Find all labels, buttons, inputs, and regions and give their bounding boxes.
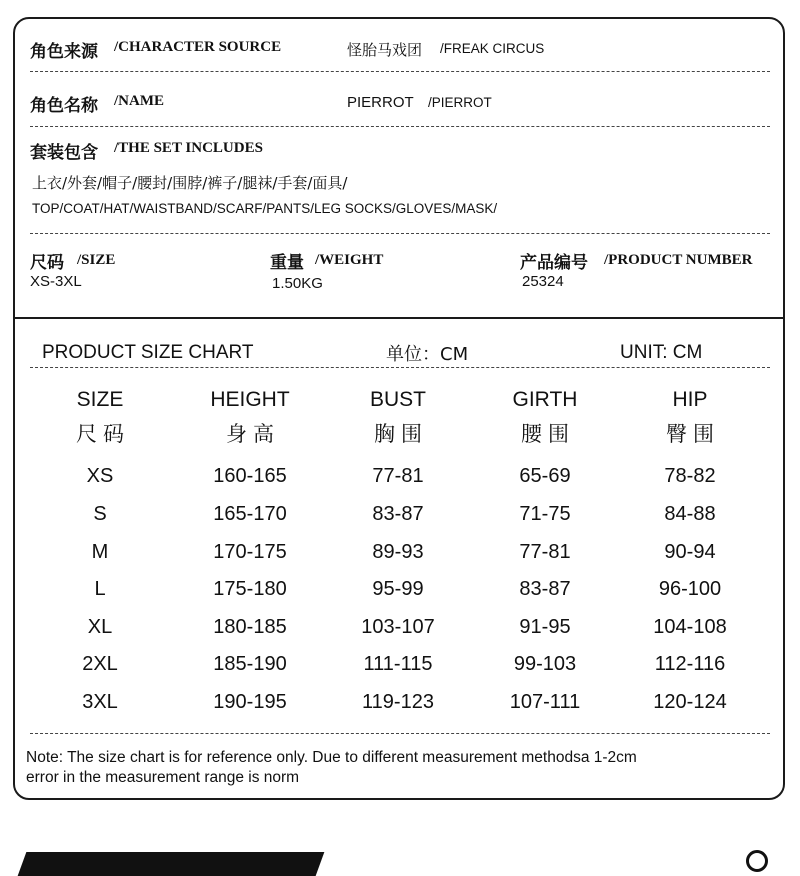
table-cell: 112-116: [654, 653, 726, 675]
set-items-cn: 上衣/外套/帽子/腰封/围脖/裤子/腿袜/手套/面具/: [32, 174, 348, 192]
column-header-cn: 胸围: [374, 422, 428, 446]
table-cell: 71-75: [519, 503, 571, 525]
next-section-banner: [0, 848, 800, 864]
size-value: XS-3XL: [30, 273, 82, 290]
table-row-size: 3XL: [82, 691, 118, 713]
table-cell: 83-87: [372, 503, 424, 525]
unit-en: UNIT: CM: [620, 342, 703, 363]
table-cell: 77-81: [372, 465, 424, 487]
table-cell: 65-69: [519, 465, 571, 487]
product-value: 25324: [522, 273, 564, 290]
table-cell: 103-107: [361, 616, 435, 638]
divider: [30, 126, 770, 127]
column-header-cn: 身高: [226, 422, 280, 446]
table-row-size: M: [91, 541, 109, 563]
divider: [30, 367, 770, 368]
name-value: PIERROT: [347, 94, 414, 111]
column-header-en: GIRTH: [512, 388, 578, 411]
name-label-cn: 角色名称: [30, 96, 98, 116]
set-label-en: /THE SET INCLUDES: [114, 140, 263, 156]
chart-title: PRODUCT SIZE CHART: [42, 342, 254, 363]
source-value-cn: 怪胎马戏团: [347, 41, 423, 59]
column-header-cn: 腰围: [521, 422, 575, 446]
table-cell: 77-81: [519, 541, 571, 563]
table-cell: 190-195: [213, 691, 287, 713]
name-value-alt: /PIERROT: [428, 95, 492, 110]
source-label-cn: 角色来源: [30, 42, 98, 62]
set-items-en: TOP/COAT/HAT/WAISTBAND/SCARF/PANTS/LEG SOCKS/GLOVES/MASK/: [32, 201, 498, 216]
table-cell: 120-124: [653, 691, 727, 713]
circle-icon: [746, 850, 768, 872]
product-label-en: /PRODUCT NUMBER: [604, 252, 753, 268]
unit-cn: 单位：CM: [386, 344, 469, 365]
table-row-size: L: [94, 578, 106, 600]
size-label-en: /SIZE: [77, 252, 116, 268]
divider: [30, 71, 770, 72]
table-cell: 180-185: [213, 616, 287, 638]
table-row-size: XL: [87, 616, 113, 638]
table-cell: 119-123: [362, 691, 434, 713]
source-value-en: /FREAK CIRCUS: [440, 41, 545, 56]
table-cell: 91-95: [519, 616, 571, 638]
table-cell: 111-115: [363, 653, 433, 675]
table-cell: 175-180: [213, 578, 287, 600]
table-cell: 165-170: [213, 503, 287, 525]
table-row-size: XS: [86, 465, 114, 487]
table-cell: 170-175: [213, 541, 287, 563]
set-label-cn: 套装包含: [30, 143, 98, 163]
weight-label-en: /WEIGHT: [315, 252, 384, 268]
column-header-cn: 臀围: [666, 422, 720, 446]
table-cell: 99-103: [513, 653, 577, 675]
weight-value: 1.50KG: [272, 275, 323, 292]
name-label-en: /NAME: [114, 93, 164, 109]
table-cell: 104-108: [653, 616, 727, 638]
divider: [30, 233, 770, 234]
table-row-size: 2XL: [82, 653, 118, 675]
table-cell: 84-88: [664, 503, 716, 525]
weight-label-cn: 重量: [270, 253, 304, 273]
column-header-en: BUST: [369, 388, 426, 411]
banner-block: [18, 852, 325, 876]
column-header-en: HIP: [672, 388, 708, 411]
source-label-en: /CHARACTER SOURCE: [114, 39, 282, 55]
table-cell: 185-190: [213, 653, 287, 675]
note-line-2: error in the measurement range is norm: [26, 769, 300, 786]
divider: [30, 733, 770, 734]
table-cell: 96-100: [658, 578, 722, 600]
size-label-cn: 尺码: [30, 253, 64, 273]
product-label-cn: 产品编号: [520, 253, 588, 273]
column-header-en: HEIGHT: [210, 388, 290, 411]
table-cell: 107-111: [509, 691, 581, 713]
column-header-en: SIZE: [76, 388, 124, 411]
table-cell: 160-165: [213, 465, 287, 487]
column-header-cn: 尺码: [76, 422, 130, 446]
table-row-size: S: [93, 503, 107, 525]
section-divider: [15, 317, 785, 319]
table-cell: 89-93: [372, 541, 424, 563]
table-cell: 83-87: [519, 578, 571, 600]
table-cell: 78-82: [664, 465, 716, 487]
table-cell: 90-94: [664, 541, 716, 563]
table-cell: 95-99: [372, 578, 424, 600]
note-line-1: Note: The size chart is for reference only. Due to different measurement methodsa 1-2cm: [26, 749, 637, 766]
